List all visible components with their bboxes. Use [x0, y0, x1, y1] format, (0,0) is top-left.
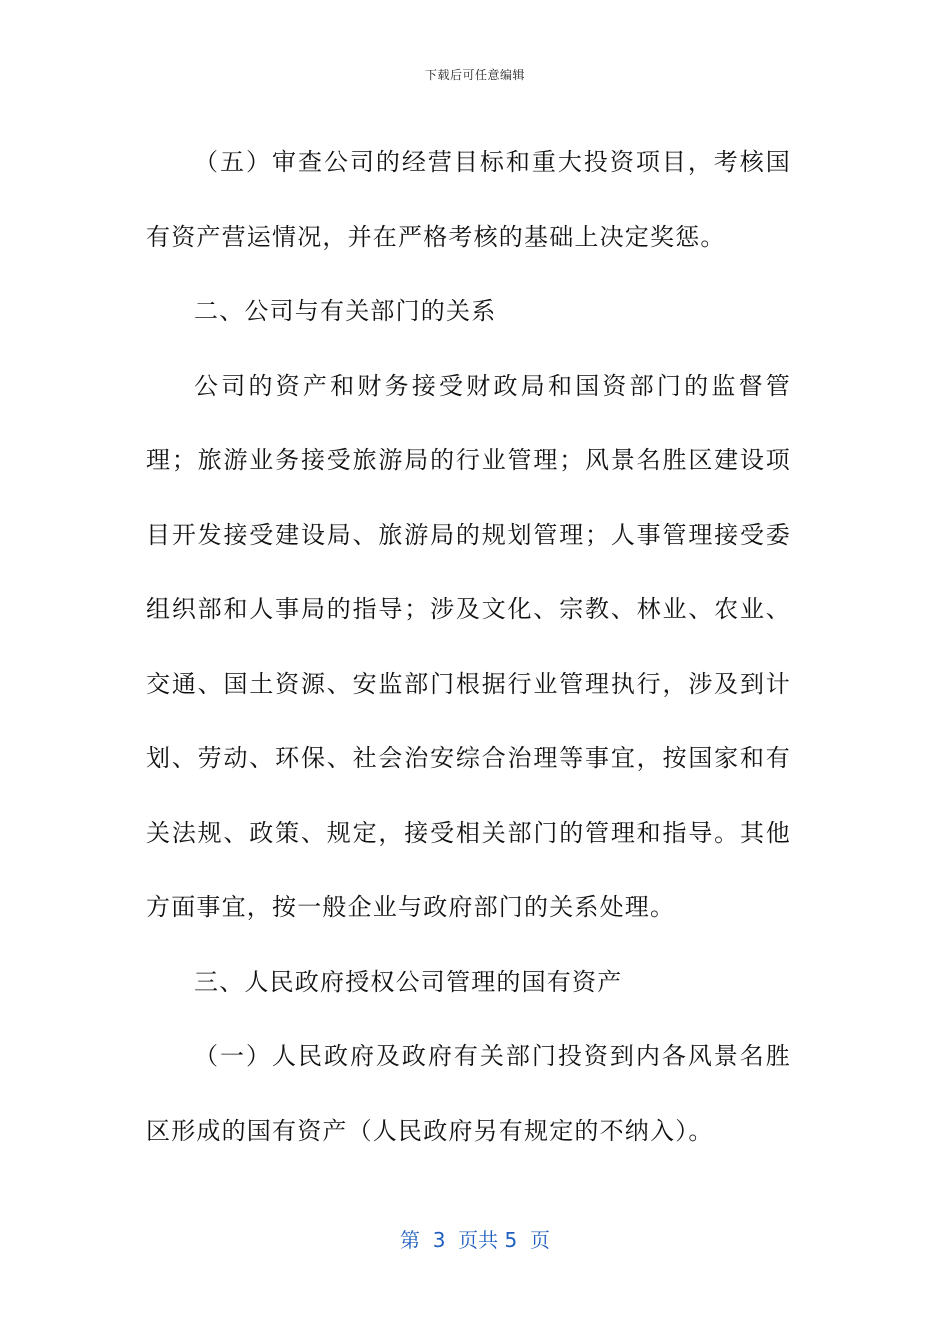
section-heading-relations: 二、公司与有关部门的关系: [194, 297, 497, 325]
document-body: [146, 125, 791, 1168]
paragraph-relations: 公司的资产和财务接受财政局和国资部门的监督管理；旅游业务接受旅游局的行业管理；风景名胜区建设项目开发接受建设局、旅游局的规划管理；人事管理接受委组织部和人事局的指导；涉及文化、宗教、林业、农业、交通、国土资源、安监部门根据行业管理执行，涉及到计划、劳动、环保、社会治安综合治理等事宜，按国家和有关法规、政策、规定，接受相关部门的管理和指导。其他方面事宜，按一般企业与政府部门的关系处理。: [146, 371, 791, 921]
header-note: 下载后可任意编辑: [424, 68, 525, 82]
paragraph-review-goals: （五）审查公司的经营目标和重大投资项目，考核国有资产营运情况，并在严格考核的基础上决定奖惩。: [146, 148, 791, 251]
paragraph-state-assets-1: （一）人民政府及政府有关部门投资到内各风景名胜区形成的国有资产（人民政府另有规定的不纳入）。: [146, 1042, 791, 1145]
page-number: 第 3 页共 5 页: [400, 1228, 550, 1252]
section-heading-state-assets: 三、人民政府授权公司管理的国有资产: [194, 967, 623, 996]
